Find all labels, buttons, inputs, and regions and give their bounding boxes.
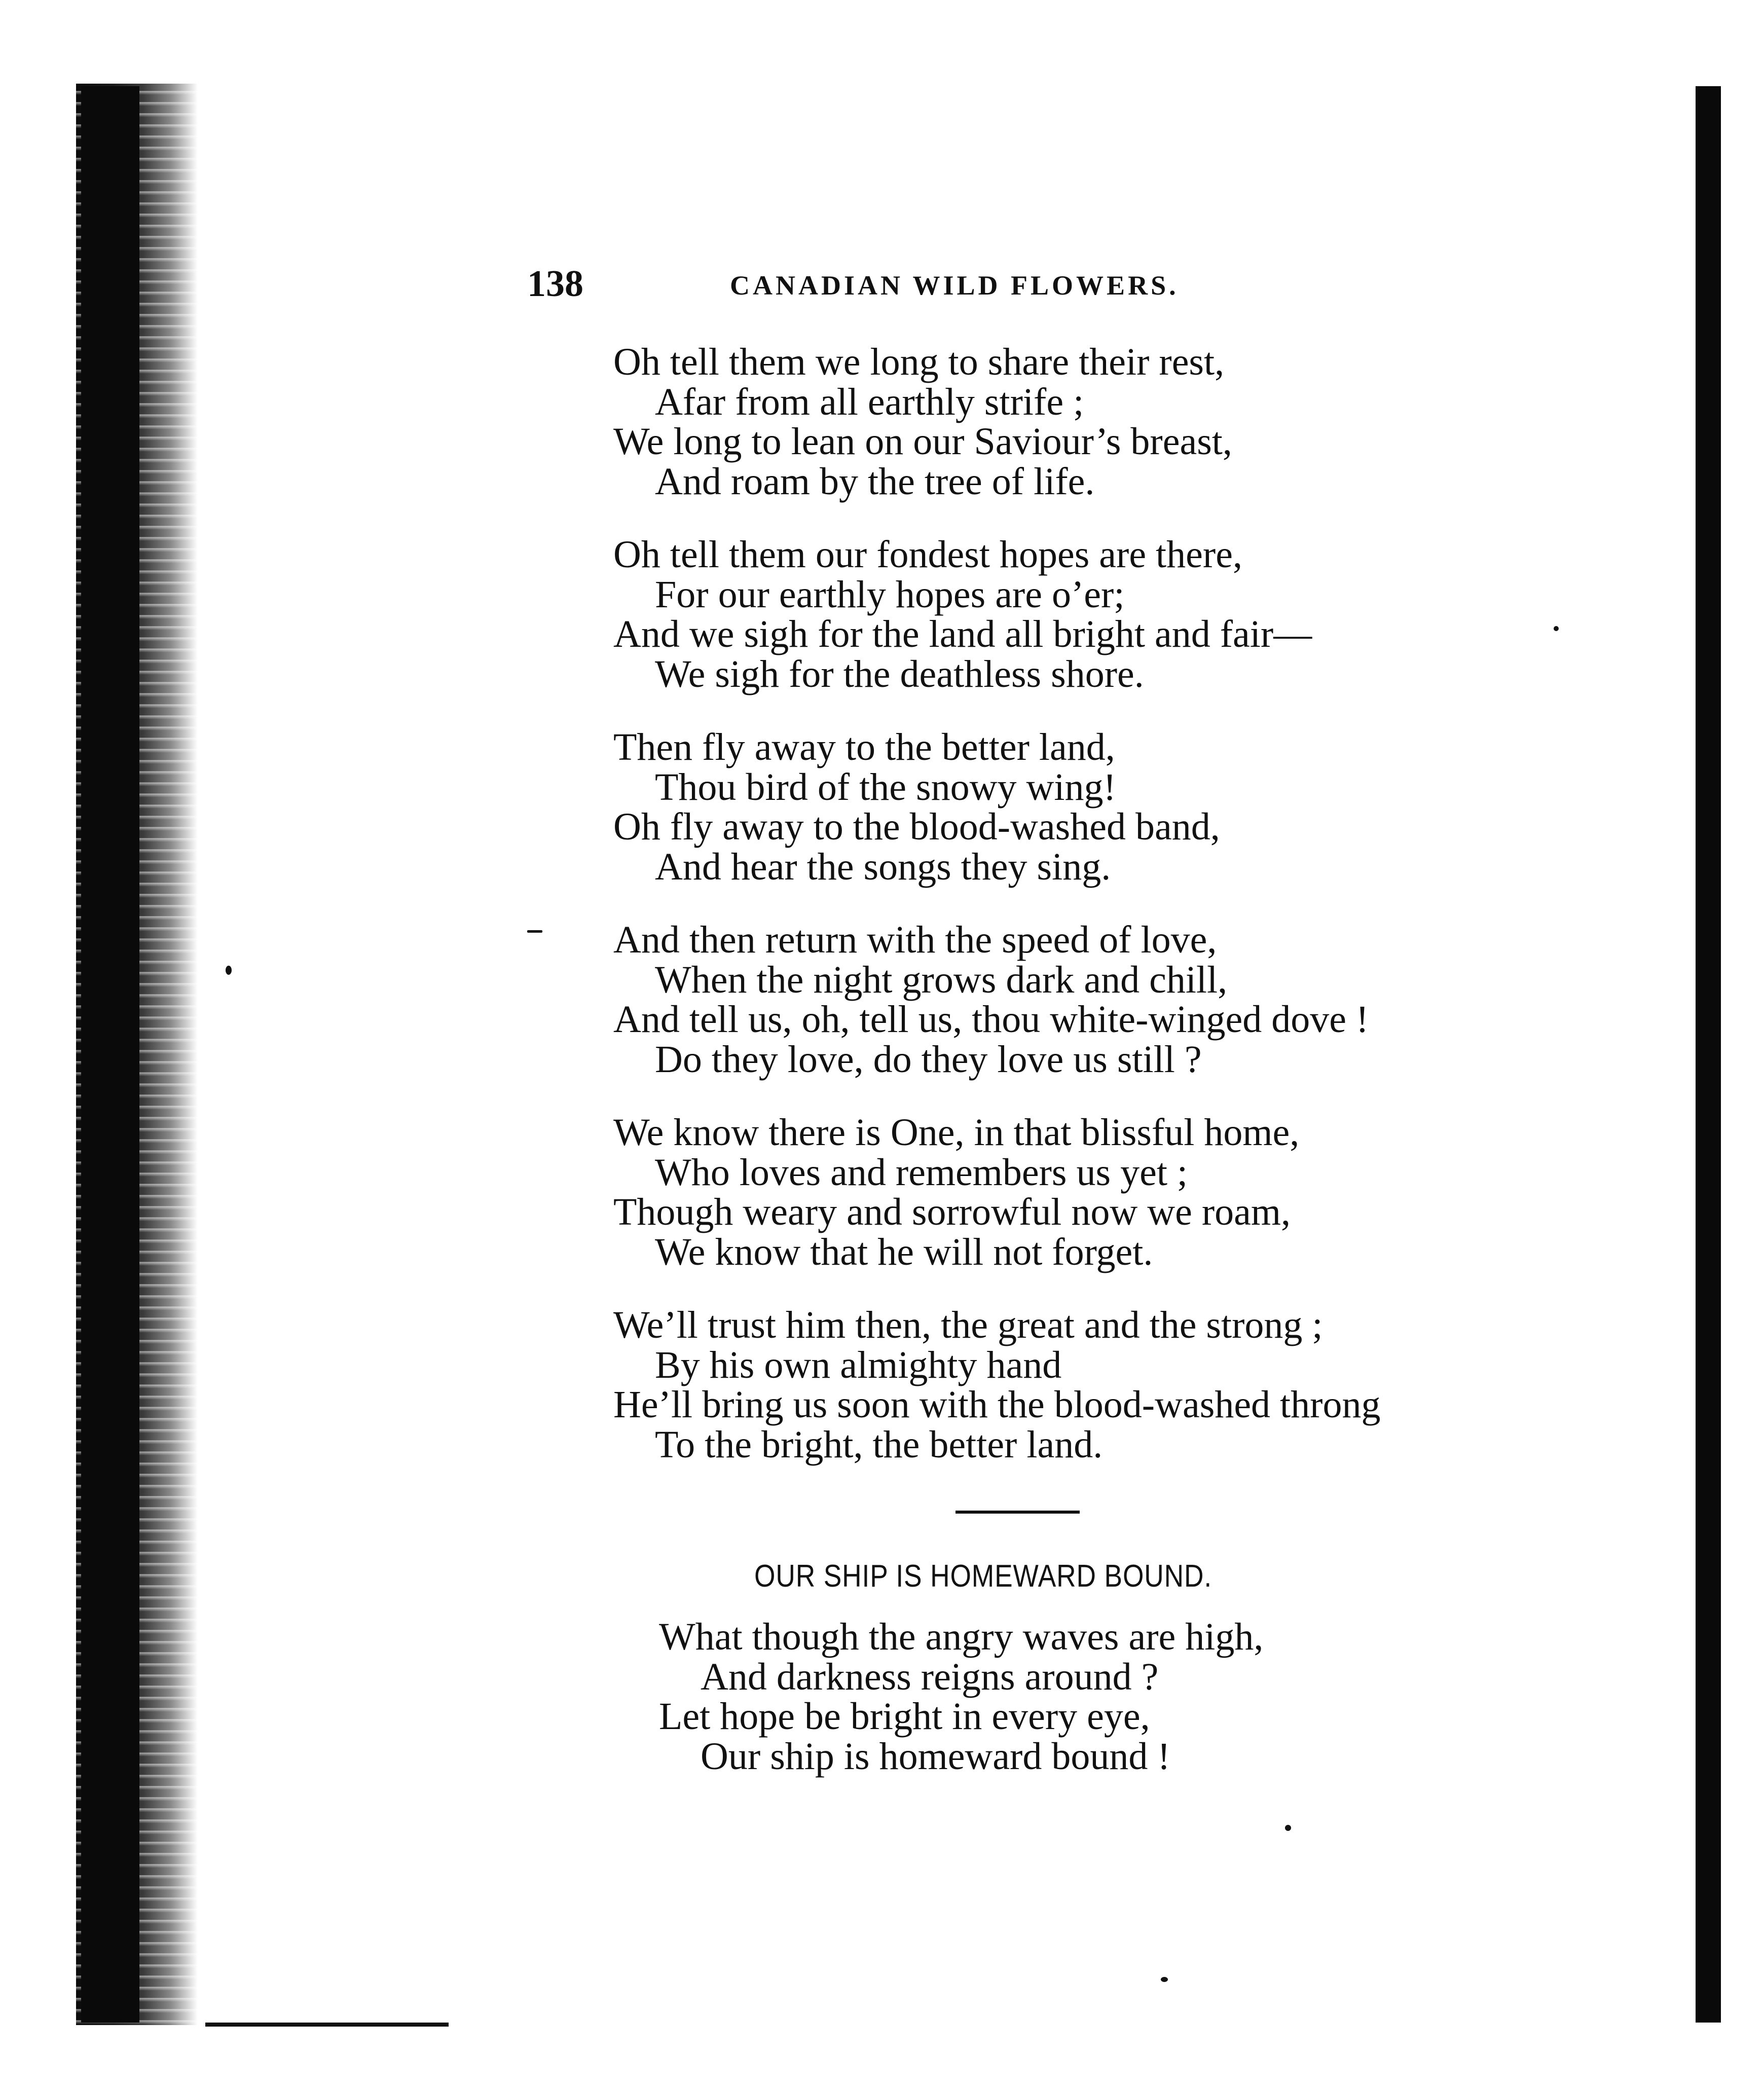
stanza <box>613 1305 1526 1464</box>
poem-line: He’ll bring us soon with the blood-washed throng <box>613 1383 1381 1426</box>
scan-speck <box>226 966 232 975</box>
scan-speck <box>1285 1825 1291 1831</box>
poem-line: And darkness reigns around ? <box>701 1655 1159 1698</box>
poem-line: And tell us, oh, tell us, thou white-winged dove ! <box>613 998 1369 1041</box>
poem-line: We know there is One, in that blissful home, <box>613 1111 1300 1154</box>
poem-line: Oh fly away to the blood-washed band, <box>613 805 1220 848</box>
poem-line: And roam by the tree of life. <box>655 460 1095 503</box>
poem-line: And then return with the speed of love, <box>613 919 1217 961</box>
poem-line: Though weary and sorrowful now we roam, <box>613 1191 1291 1233</box>
poem-line: When the night grows dark and chill, <box>655 958 1228 1001</box>
running-title: CANADIAN WILD FLOWERS. <box>730 270 1179 301</box>
poem-line: We’ll trust him then, the great and the strong ; <box>613 1304 1323 1346</box>
poem-line: Do they love, do they love us still ? <box>655 1038 1202 1081</box>
scan-speck <box>1554 626 1559 631</box>
stanza <box>613 920 1526 1079</box>
poem-the-better-land-continued <box>613 342 1526 1498</box>
poem-line: We know that he will not forget. <box>655 1230 1153 1273</box>
poem-line: Our ship is homeward bound ! <box>701 1735 1170 1778</box>
stanza <box>613 535 1526 694</box>
scan-speck <box>527 930 542 933</box>
poem-line: We sigh for the deathless shore. <box>655 652 1144 695</box>
poem-line: Let hope be bright in every eye, <box>659 1695 1150 1738</box>
poem-line: Oh tell them we long to share their rest, <box>613 341 1225 383</box>
scan-speck <box>1161 1977 1168 1982</box>
poem-line: To the bright, the better land. <box>655 1423 1103 1466</box>
right-page-edge <box>1696 86 1721 2023</box>
stanza <box>613 1113 1526 1272</box>
running-head <box>527 261 1262 307</box>
poem-line: Thou bird of the snowy wing! <box>655 765 1116 809</box>
binding-gutter-edge <box>81 86 139 2023</box>
poem-line: Who loves and remembers us yet ; <box>655 1151 1188 1194</box>
poem-line: Then fly away to the better land, <box>613 726 1115 768</box>
poem-line: What though the angry waves are high, <box>659 1615 1264 1658</box>
poem-our-ship-is-homeward-bound <box>659 1617 1571 1810</box>
poem-line: For our earthly hopes are o’er; <box>655 573 1125 616</box>
poem-line: We long to lean on our Saviour’s breast, <box>613 420 1232 463</box>
stanza <box>613 342 1526 501</box>
poem-line: And hear the songs they sing. <box>655 845 1111 888</box>
poem-line: By his own almighty hand <box>655 1343 1062 1386</box>
stanza <box>659 1617 1571 1776</box>
page-number: 138 <box>527 263 583 305</box>
poem-line: And we sigh for the land all bright and fair— <box>613 613 1312 655</box>
poem-title: OUR SHIP IS HOMEWARD BOUND. <box>754 1559 1212 1594</box>
poem-line: Afar from all earthly strife ; <box>655 380 1084 423</box>
poem-line: Oh tell them our fondest hopes are there, <box>613 533 1242 576</box>
section-divider-rule <box>956 1511 1080 1514</box>
stanza <box>613 727 1526 887</box>
bottom-edge-rule <box>205 2023 449 2027</box>
